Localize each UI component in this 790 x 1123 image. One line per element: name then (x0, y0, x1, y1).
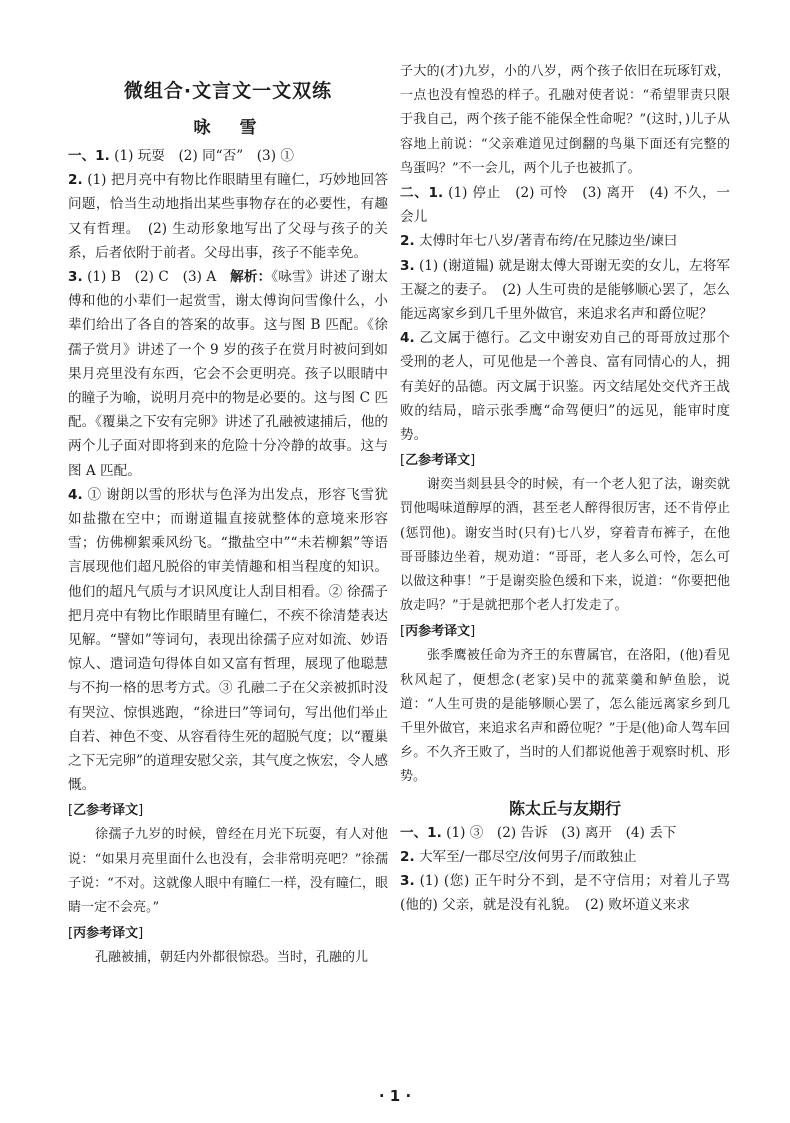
answer-number: 二、1. (400, 185, 444, 202)
translation-tag-label: 乙参考译文 (73, 803, 139, 819)
translation-tag-bing: [丙参考译文] (68, 926, 144, 942)
answer-2-2 (400, 229, 730, 253)
answer-text: (1) 玩耍 (2) 同“否” (3) ① (114, 148, 294, 164)
translation-tag-bing-2: [丙参考译文] (400, 624, 476, 640)
translation-tag-label: 丙参考译文 (405, 624, 471, 640)
answer-3-1 (400, 821, 730, 845)
answer-text: (1) ③ (2) 告诉 (3) 离开 (4) 丢下 (446, 824, 677, 841)
translation-bing-continued: 子大的(才)九岁，小的八岁，两个孩子依旧在玩琢钉戏，一点也没有惶恐的样子。孔融对使者说：“希望罪责只限于我自己，两个孩子能不能保全性命呢？”(这时，)儿子从容地上前说：“父亲难道见过倒翻的鸟巢下面还有完整的鸟蛋吗？”不一会儿，两个儿子也被抓了。 (400, 64, 730, 176)
analysis-text: 《咏雪》讲述了谢太傅和他的小辈们一起赏雪，谢太傅询问雪像什么，小辈们给出了各自的答案的故事。这与图 B 匹配。《徐孺子赏月》讲述了一个 9 岁的孩子在赏月时被问到如果月亮里没有东西，它会不会更明亮。孩子以眼睛中的瞳子为喻，说明月亮中的物是必要的。这与图 C 匹配。《覆巢之下安有完卵》讲述了孔融被逮捕后，他的两个儿子面对即将到来的危险十分冷静的故事。这与图 A 匹配。 (68, 269, 389, 479)
answer-4 (68, 483, 388, 798)
translation-yi: 徐孺子九岁的时候，曾经在月光下玩耍，有人对他说：“如果月亮里面什么也没有，会非常明亮吧？”徐孺子说：“不对。这就像人眼中有瞳仁一样，没有瞳仁，眼睛一定不会亮。” (68, 827, 388, 916)
answer-text: (1) B (2) C (3) A (87, 269, 231, 286)
page-title: 微组合·文言文一文双练 (123, 80, 333, 102)
section-title-yongxue: 咏 雪 (193, 118, 263, 138)
answer-text: 乙文属于德行。乙文中谢安劝自己的哥哥放过那个受刑的老人，可见他是一个善良、富有同情心的人，拥有美好的品德。丙文属于识鉴。丙文结尾处交代齐王战败的结局，暗示张季鹰“命驾便归”的远见，能审时度势。 (400, 330, 731, 444)
answer-2-1 (400, 181, 730, 229)
answer-number: 2. (68, 172, 83, 189)
answer-3-3 (400, 869, 730, 917)
answer-number: 2. (400, 233, 415, 250)
answer-text: (1) (您) 正午时分不到，是不守信用；对着儿子骂(他的) 父亲，就是没有礼貌。 (2) 败坏道义来求 (400, 873, 730, 914)
answer-number: 3. (68, 269, 83, 286)
answer-text: (1) (谢道韫) 就是谢太傅大哥谢无奕的女儿，左将军王凝之的妻子。 (2) 人生可贵的是能够顺心罢了，怎么能远离家乡到几千里外做官，来追求名声和爵位呢？ (400, 257, 730, 323)
answer-text: 太傅时年七八岁/著青布绔/在兄膝边坐/谏曰 (418, 233, 678, 250)
answer-2-4 (400, 326, 730, 447)
translation-tag-label: 丙参考译文 (73, 926, 139, 942)
answer-number: 2. (400, 848, 415, 865)
answer-number: 3. (400, 257, 415, 274)
answer-number: 4. (68, 486, 83, 503)
answer-text: ① 谢朗以雪的形状与色泽为出发点，形容飞雪犹如盐撒在空中；而谢道韫直接就整体的意境来形容雪；仿佛柳絮乘风纷飞。“撒盐空中”“未若柳絮”等语言展现他们超凡脱俗的审美情趣和相当程度的知识。他们的超凡气质与才识风度让人刮目相看。② 徐孺子把月亮中有物比作眼睛里有瞳仁，不疾不徐清楚表达见解。“譬如”等词句，表现出徐孺子应对如流、妙语惊人、遣词造句得体自如又富有哲理，展现了他聪慧与不拘一格的思考方式。③ 孔融二子在父亲被抓时没有哭泣、惊惧逃跑，“徐进曰”等词句，写出他们举止自若、神色不变、从容看待生死的超脱气度；以“覆巢之下无完卵”的道理安慰父亲，其气度之恢宏，令人感慨。 (68, 486, 388, 794)
page-number: · 1 · (378, 1087, 412, 1105)
answer-1 (68, 144, 388, 168)
answer-number: 3. (400, 873, 415, 890)
answer-3 (68, 265, 388, 483)
translation-tag-yi-2: [乙参考译文] (400, 453, 476, 469)
answer-text: (1) 把月亮中有物比作眼睛里有瞳仁，巧妙地回答问题，恰当生动地指出某些事物存在的必要性，有趣又有哲理。 (2) 生动形象地写出了父母与孩子的关系，后者依附于前者。父母出事，孩子不能幸免。 (68, 172, 388, 261)
translation-tag-yi: [乙参考译文] (68, 803, 144, 819)
translation-tag-label: 乙参考译文 (405, 453, 471, 469)
right-column (400, 60, 730, 918)
section-title-chentaiqiu: 陈太丘与友期行 (508, 798, 621, 818)
answer-2-3 (400, 254, 730, 327)
translation-yi-2: 谢奕当剡县县令的时候，有一个老人犯了法，谢奕就罚他喝味道醇厚的酒，甚至老人醉得很厉害，还不肯停止(惩罚他)。谢安当时(只有)七八岁，穿着青布裤子，在他哥哥膝边坐着，规劝道：“哥哥，老人多么可怜，怎么可以做这种事！”于是谢奕脸色缓和下来，说道：“你要把他放走吗？”于是就把那个老人打发走了。 (400, 477, 730, 614)
answer-2 (68, 168, 388, 265)
analysis-label: 解析： (230, 269, 272, 286)
answer-text: (1) 停止 (2) 可怜 (3) 离开 (4) 不久，一会儿 (400, 185, 730, 226)
answer-3-2 (400, 845, 730, 869)
answer-number: 一、1. (68, 148, 110, 164)
answer-text: 大军至/一郡尽空/汝何男子/而敢独止 (418, 848, 637, 865)
left-column (68, 60, 388, 971)
translation-bing: 孔融被捕，朝廷内外都很惊恐。当时，孔融的儿 (95, 950, 369, 966)
answer-number: 一、1. (400, 824, 442, 841)
translation-bing-2: 张季鹰被任命为齐王的东曹属官，在洛阳，(他)看见秋风起了，便想念(老家)吴中的菰菜羹和鲈鱼脍，说道：“人生可贵的是能够顺心罢了，怎么能远离家乡到几千里外做官，来追求名声和爵位呢？”于是(他)命人驾车回乡。不久齐王败了，当时的人们都说他善于观察时机、形势。 (400, 648, 730, 785)
answer-number: 4. (400, 330, 415, 347)
